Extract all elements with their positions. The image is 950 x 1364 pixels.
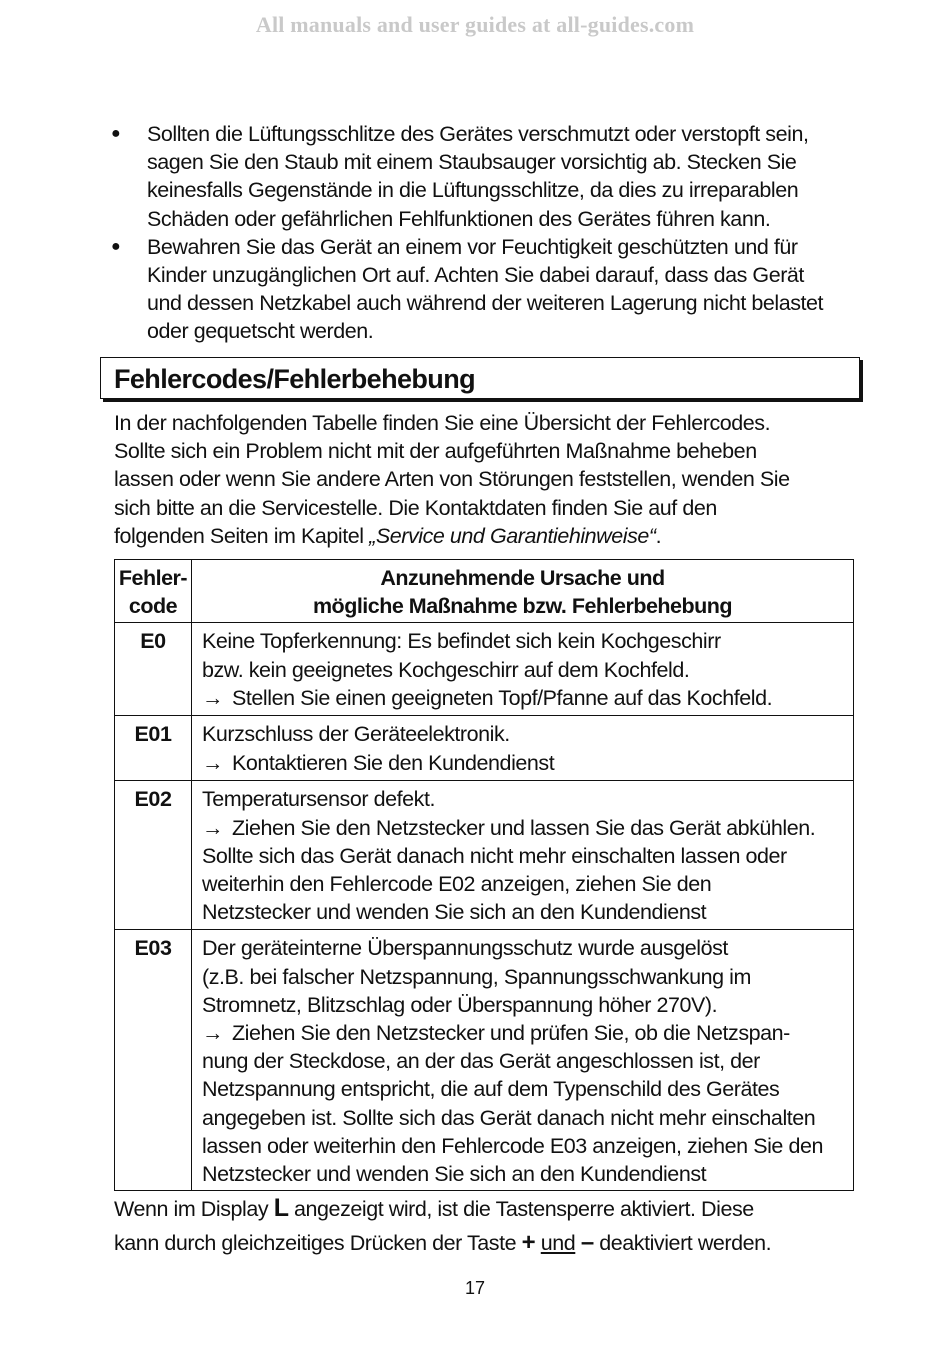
bullet-dot-icon: ● (111, 125, 121, 142)
error-description (192, 716, 854, 781)
text-line: keinesfalls Gegenstände in die Lüftungsschlitze, da dies zu irreparablen (147, 178, 799, 203)
section-title: Fehlercodes/Fehlerbehebung (114, 364, 475, 394)
text-line: angegeben ist. Sollte sich das Gerät danach nicht mehr einschalten (202, 1105, 816, 1130)
text-fragment: . (655, 523, 662, 548)
bullet-item (108, 120, 868, 233)
header-text: Anzunehmende Ursache und (380, 566, 665, 590)
error-code: E0 (115, 623, 192, 716)
action-text: Kontaktieren Sie den Kundendienst (232, 750, 555, 775)
text-line: lassen oder weiterhin den Fehlercode E03 anzeigen, ziehen Sie den (202, 1133, 823, 1158)
text-line: (z.B. bei falscher Netzspannung, Spannungsschwankung im (202, 964, 751, 989)
header-text: mögliche Maßnahme bzw. Fehlerbehebung (312, 594, 733, 619)
text-line: Netzstecker und wenden Sie sich an den Kundendienst (202, 900, 707, 925)
minus-key-symbol-icon: – (580, 1229, 594, 1256)
table-header-row (115, 560, 854, 623)
text-line: Kurzschluss der Geräteelektronik. (202, 722, 510, 747)
bullet-dot-icon: ● (111, 237, 121, 255)
text-line: Schäden oder gefährlichen Fehlfunktionen des Gerätes führen kann. (147, 206, 771, 231)
arrow-right-icon: → (202, 815, 224, 840)
text-line: und dessen Netzkabel auch während der weiteren Lagerung nicht belastet (147, 291, 824, 316)
error-code: E01 (115, 716, 192, 781)
and-word: und (540, 1231, 576, 1255)
plus-key-symbol-icon: + (521, 1229, 536, 1256)
error-code-table (114, 559, 854, 1191)
error-description (192, 781, 854, 930)
text-line (114, 522, 854, 550)
text-line: Der geräteinterne Überspannungsschutz wurde ausgelöst (202, 936, 728, 961)
text-fragment: deaktiviert werden. (593, 1231, 772, 1255)
text-fragment: angezeigt wird, ist die Tastensperre aktiviert. Diese (288, 1197, 754, 1221)
text-fragment: Wenn im Display (114, 1197, 274, 1221)
text-line: sich bitte an die Servicestelle. Die Kontaktdaten finden Sie auf den (114, 495, 717, 520)
intro-paragraph (114, 409, 854, 550)
table-row (115, 781, 854, 930)
text-line: lassen oder wenn Sie andere Arten von Störungen feststellen, wenden Sie (114, 467, 790, 492)
text-line: nung der Steckdose, an der das Gerät angeschlossen ist, der (202, 1049, 760, 1074)
header-description (192, 560, 854, 623)
action-line (202, 1019, 847, 1047)
action-line (202, 684, 847, 712)
text-line: weiterhin den Fehlercode E02 anzeigen, ziehen Sie den (202, 872, 712, 897)
page-number: 17 (464, 1278, 486, 1298)
arrow-right-icon: → (202, 1021, 224, 1046)
error-description (192, 930, 854, 1191)
table-row (115, 930, 854, 1191)
bullet-item (108, 233, 868, 346)
arrow-right-icon: → (202, 685, 224, 710)
action-line (202, 814, 847, 842)
text-line: oder gequetscht werden. (147, 319, 374, 344)
chapter-reference: „Service und Garantiehinweise“ (369, 523, 656, 548)
text-line: Keine Topferkennung: Es befindet sich kein Kochgeschirr (202, 629, 721, 654)
action-line (202, 749, 847, 777)
keylock-note (114, 1191, 874, 1260)
watermark: All manuals and user guides at all-guides.com (255, 12, 695, 37)
lock-display-symbol-icon: L (273, 1194, 289, 1222)
text-fragment: kann durch gleichzeitiges Drücken der Taste (114, 1231, 522, 1255)
error-code: E03 (115, 930, 192, 1191)
arrow-right-icon: → (202, 750, 224, 775)
text-line: Sollte sich das Gerät danach nicht mehr einschalten lassen oder (202, 843, 787, 868)
section-heading-box (100, 357, 860, 399)
text-line: Temperatursensor defekt. (202, 787, 435, 812)
text-fragment: folgenden Seiten im Kapitel (114, 523, 370, 548)
table-row (115, 623, 854, 716)
header-text: code (128, 594, 178, 619)
action-text: Stellen Sie einen geeigneten Topf/Pfanne auf das Kochfeld. (232, 685, 773, 710)
text-line (114, 1226, 874, 1260)
text-line: Netzstecker und wenden Sie sich an den Kundendienst (202, 1162, 707, 1187)
header-code (115, 560, 192, 623)
error-description (192, 623, 854, 716)
text-line: Sollte sich ein Problem nicht mit der aufgeführten Maßnahme beheben (114, 439, 757, 464)
text-line (114, 1191, 874, 1226)
header-text: Fehler- (118, 566, 188, 590)
action-text: Ziehen Sie den Netzstecker und prüfen Sie, ob die Netzspan- (232, 1021, 790, 1046)
error-code: E02 (115, 781, 192, 930)
table-row (115, 716, 854, 781)
text-line: Bewahren Sie das Gerät an einem vor Feuchtigkeit geschützten und für (147, 234, 798, 259)
text-line: In der nachfolgenden Tabelle finden Sie eine Übersicht der Fehlercodes. (114, 411, 771, 435)
text-line: Stromnetz, Blitzschlag oder Überspannung höher 270V). (202, 992, 718, 1017)
text-line: Kinder unzugänglichen Ort auf. Achten Sie dabei darauf, dass das Gerät (147, 263, 804, 288)
action-text: Ziehen Sie den Netzstecker und lassen Sie das Gerät abkühlen. (232, 815, 816, 840)
text-line: Sollten die Lüftungsschlitze des Gerätes verschmutzt oder verstopft sein, (147, 122, 809, 146)
bullet-list (108, 120, 868, 346)
text-line: bzw. kein geeignetes Kochgeschirr auf dem Kochfeld. (202, 657, 690, 682)
text-line: sagen Sie den Staub mit einem Staubsauger vorsichtig ab. Stecken Sie (147, 150, 797, 175)
text-line: Netzspannung entspricht, die auf dem Typenschild des Gerätes (202, 1077, 780, 1102)
